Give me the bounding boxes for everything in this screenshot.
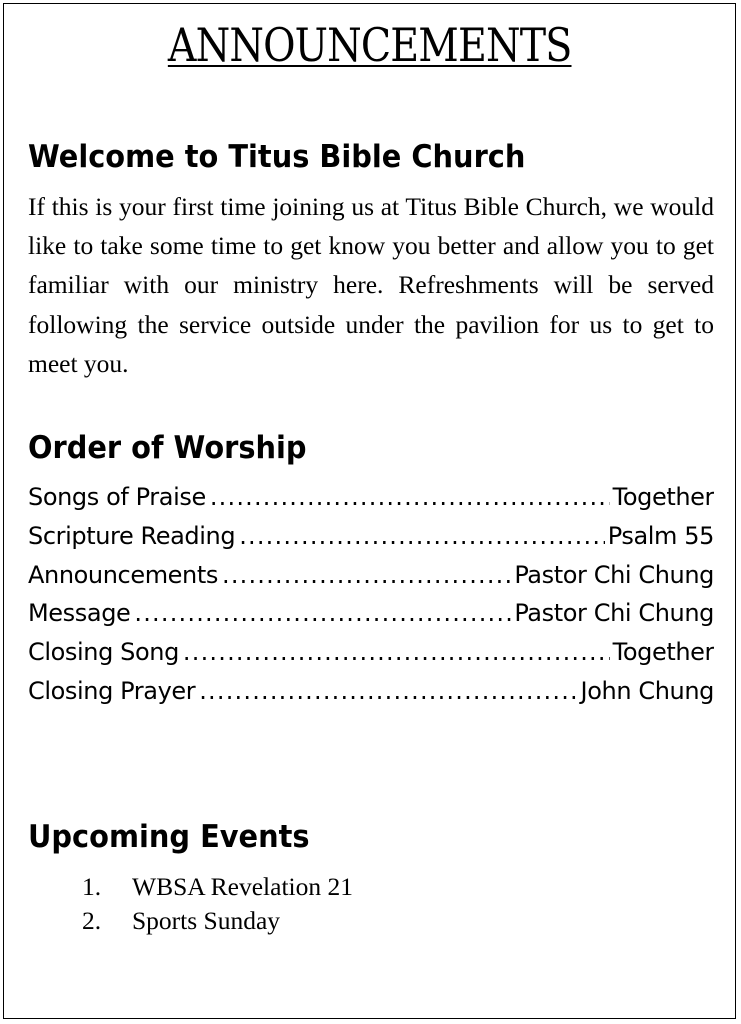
worship-leader: Together xyxy=(612,483,714,511)
page-title-text: ANNOUNCEMENTS xyxy=(167,18,572,72)
event-label: WBSA Revelation 21 xyxy=(132,872,353,901)
worship-leader: John Chung xyxy=(580,676,714,705)
upcoming-events-list xyxy=(82,872,353,940)
worship-leader: Together xyxy=(612,638,714,667)
worship-row xyxy=(28,522,714,561)
event-label: Sports Sunday xyxy=(132,906,281,935)
dot-leader xyxy=(199,677,577,705)
welcome-heading: Welcome to Titus Bible Church xyxy=(28,139,526,175)
event-number: 1. xyxy=(82,872,102,901)
welcome-paragraph: If this is your first time joining us at Titus Bible Church, we would like to take some time to get know you better and allow you to get familiar with our ministry here. Refreshments will be served following the service outside under the pavilion for us to get to meet you. xyxy=(28,192,714,378)
worship-row xyxy=(28,677,714,716)
page-title xyxy=(4,18,735,72)
list-item xyxy=(82,872,353,906)
order-of-worship-list xyxy=(28,483,714,716)
worship-item: Closing Song xyxy=(28,638,179,667)
worship-item: Closing Prayer xyxy=(28,676,196,705)
dot-leader xyxy=(210,483,610,511)
upcoming-events-heading: Upcoming Events xyxy=(28,819,310,855)
worship-item: Message xyxy=(28,599,131,628)
order-of-worship-heading: Order of Worship xyxy=(28,430,307,466)
worship-item: Scripture Reading xyxy=(28,521,236,550)
worship-row xyxy=(28,561,714,600)
dot-leader xyxy=(134,599,511,627)
worship-item: Announcements xyxy=(28,560,218,589)
dot-leader xyxy=(239,522,605,550)
worship-row xyxy=(28,599,714,638)
bulletin-page xyxy=(3,3,736,1019)
worship-leader: Pastor Chi Chung xyxy=(514,599,714,628)
worship-row xyxy=(28,483,714,522)
dot-leader xyxy=(222,561,511,589)
list-item xyxy=(82,906,353,940)
worship-row xyxy=(28,638,714,677)
worship-leader: Pastor Chi Chung xyxy=(514,560,714,589)
dot-leader xyxy=(183,638,610,666)
event-number: 2. xyxy=(82,906,102,935)
worship-leader: Psalm 55 xyxy=(607,521,714,550)
worship-item: Songs of Praise xyxy=(28,483,206,511)
